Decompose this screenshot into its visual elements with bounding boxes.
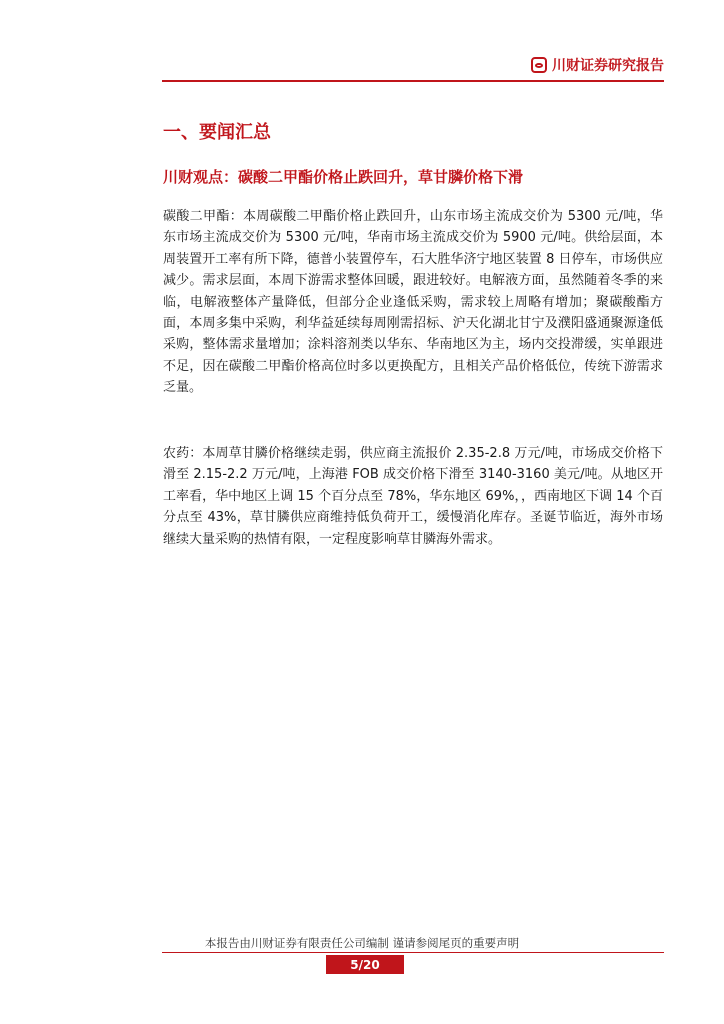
report-header [531,55,664,75]
subsection-title: 川财观点：碳酸二甲酯价格止跌回升，草甘膦价格下滑 [163,168,524,186]
footer-divider [162,952,664,953]
header-divider [162,80,664,82]
page-number: 5/20 [326,955,404,974]
section-title: 一、要闻汇总 [163,122,271,143]
header-brand: 川财证券研究报告 [552,58,664,74]
paragraph-dmc: 碳酸二甲酯：本周碳酸二甲酯价格止跌回升，山东市场主流成交价为 5300 元/吨，华东市场主流成交价为 5300 元/吨，华南市场主流成交价为 5900 元/吨。供给层面，本周装置开工率有所下降，德普小装置停车，石大胜华济宁地区装置 8 日停车，市场供应减少。需求层面，本周下游需求整体回暖，跟进较好。电解液方面，虽然随着冬季的来临，电解液整体产量降低，但部分企业逢低采购，需求较上周略有增加；聚碳酸酯方面，本周多集中采购，利华益延续每周刚需招标、沪天化湖北甘宁及濮阳盛通聚源逢低采购，整体需求量增加；涂料溶剂类以华东、华南地区为主，场内交投滞缓，实单跟进不足，因在碳酸二甲酯价格高位时多以更换配方，且相关产品价格低位，传统下游需求乏量。 [163,209,663,396]
chuancai-logo-icon [531,57,547,73]
paragraph-pesticide: 农药：本周草甘膦价格继续走弱，供应商主流报价 2.35-2.8 万元/吨，市场成交价格下滑至 2.15-2.2 万元/吨，上海港 FOB 成交价格下滑至 3140-3160 美元/吨。从地区开工率看，华中地区上调 15 个百分点至 78%，华东地区 69%，，西南地区下调 14 个百分点至 43%，草甘膦供应商维持低负荷开工，缓慢消化库存。圣诞节临近，海外市场继续大量采购的热情有限，一定程度影响草甘膦海外需求。 [163,446,663,547]
footer-disclaimer: 本报告由川财证券有限责任公司编制 谨请参阅尾页的重要声明 [204,936,520,950]
